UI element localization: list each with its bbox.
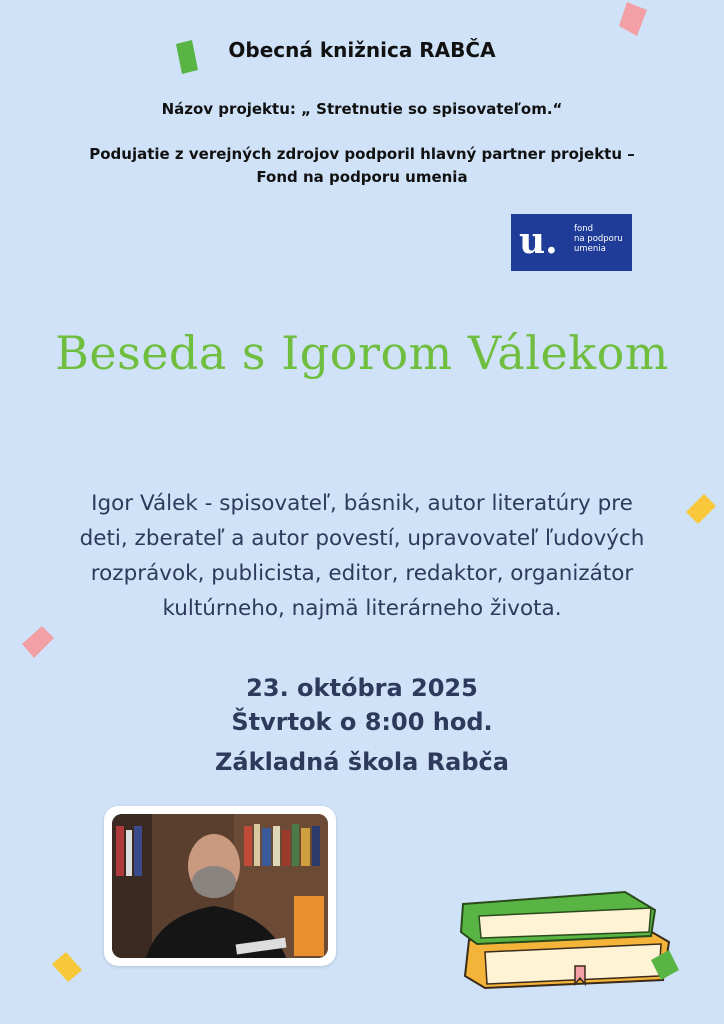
project-name: Názov projektu: „ Stretnutie so spisovateľom.“ (161, 100, 563, 118)
organization-name: Obecná knižnica RABČA (228, 38, 496, 62)
support-statement (0, 143, 724, 189)
books-illustration (455, 880, 685, 990)
fund-logo-text-line-2: na podporu (574, 234, 623, 244)
author-description (20, 486, 704, 626)
fund-logo-text-line-1: fond (574, 224, 593, 234)
event-title: Beseda s Igorom Válekom (55, 326, 669, 380)
author-photo (104, 806, 336, 966)
fund-logo-mark: u. (519, 220, 558, 262)
support-line-2: Fond na podporu umenia (256, 168, 468, 186)
pink-confetti-top-right (617, 0, 651, 40)
event-date: 23. októbra 2025 (246, 674, 478, 702)
description-line: rozprávok, publicista, editor, redaktor, organizátor (90, 561, 634, 586)
fund-logo (511, 214, 632, 271)
author-photo-image (104, 806, 336, 966)
event-place: Základná škola Rabča (215, 748, 509, 776)
fund-logo-text-line-3: umenia (574, 244, 606, 254)
description-line: deti, zberateľ a autor povestí, upravovateľ ľudových (79, 526, 645, 551)
pink-confetti-left (20, 624, 58, 660)
description-line: Igor Válek - spisovateľ, básnik, autor literatúry pre (91, 491, 633, 516)
fund-logo-text (574, 224, 623, 254)
yellow-confetti-bottom-left (50, 950, 86, 986)
event-time: Štvrtok o 8:00 hod. (231, 708, 493, 736)
description-line: kultúrneho, najmä literárneho života. (162, 596, 562, 621)
support-line-1: Podujatie z verejných zdrojov podporil hlavný partner projektu – (89, 145, 635, 163)
